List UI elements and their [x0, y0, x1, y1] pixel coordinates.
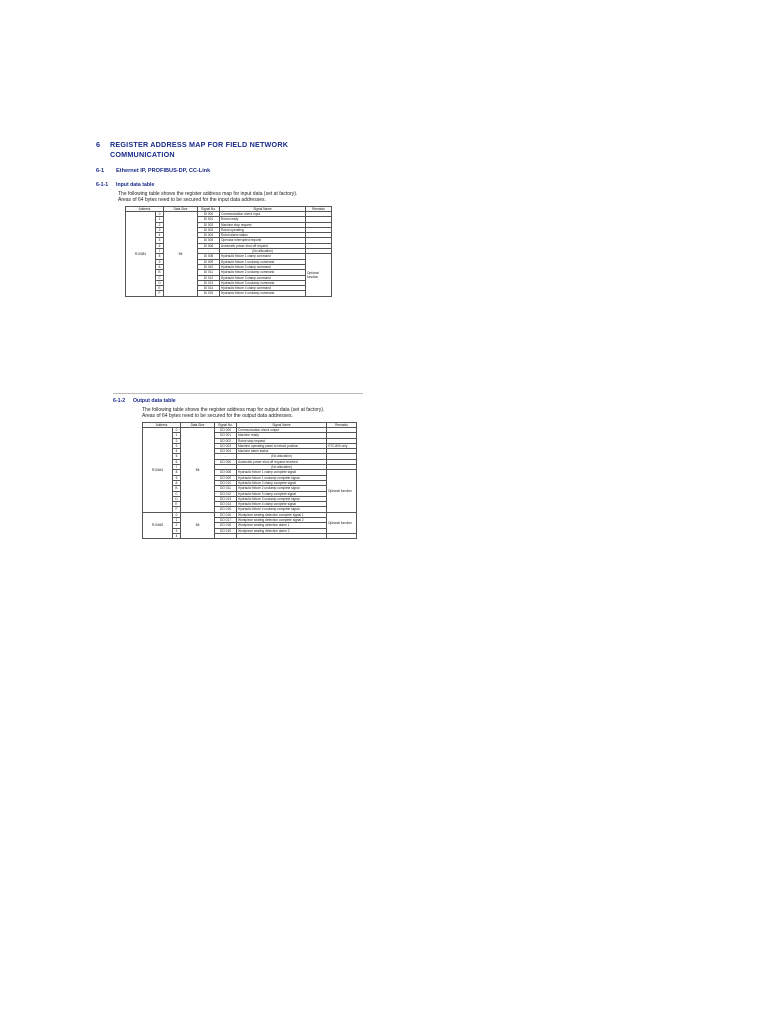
- signal-no-cell: DO 019: [215, 528, 237, 533]
- signal-name-cell: Workpiece seating detection alarm 1: [237, 523, 327, 528]
- bit-cell: 6: [156, 243, 164, 248]
- signal-name-cell: Machine ready: [237, 433, 327, 438]
- signal-no-cell: DI 015: [198, 291, 220, 296]
- bit-cell: 3: [173, 528, 181, 533]
- bit-cell: 5: [173, 454, 181, 459]
- signal-name-cell: Hydraulic fixture 3 unclamp command: [220, 280, 306, 285]
- signal-no-cell: DO 018: [215, 523, 237, 528]
- signal-no-cell: -: [215, 454, 237, 459]
- signal-name-cell: Hydraulic fixture 2 unclamp command: [220, 270, 306, 275]
- bit-cell: 2: [173, 523, 181, 528]
- signal-name-cell: Robot stop request: [237, 438, 327, 443]
- bit-cell: 1: [173, 518, 181, 523]
- input-table-number: 6-1-1: [96, 182, 109, 188]
- bit-cell: 3: [156, 227, 164, 232]
- signal-name-cell: Workpiece seating detection complete signal 2: [237, 518, 327, 523]
- signal-no-cell: DO 015: [215, 507, 237, 512]
- bit-cell: F: [173, 507, 181, 512]
- column-header-address: Address: [126, 206, 164, 211]
- input-data-table: [125, 206, 332, 297]
- signal-no-cell: DO 006: [215, 459, 237, 464]
- signal-no-cell: DI 013: [198, 280, 220, 285]
- signal-name-cell: Hydraulic fixture 4 unclamp command: [220, 291, 306, 296]
- data-size-cell: Bit: [181, 427, 215, 512]
- section-number: 6: [96, 140, 101, 149]
- signal-no-cell: DI 005: [198, 238, 220, 243]
- bit-cell: 8: [173, 470, 181, 475]
- bit-cell: 0: [156, 211, 164, 216]
- signal-no-cell: DO 000: [215, 427, 237, 432]
- column-header-signal-no: Signal No.: [215, 422, 237, 427]
- column-header-data-size: Data Size: [181, 422, 215, 427]
- signal-name-cell: Robot ready: [220, 217, 306, 222]
- bit-cell: 1: [156, 217, 164, 222]
- subsection-title: Ethernet IP, PROFIBUS-DP, CC-Link: [116, 168, 211, 174]
- bit-cell: 8: [156, 254, 164, 259]
- signal-name-cell: Hydraulic fixture 1 unclamp command: [220, 259, 306, 264]
- bit-cell: C: [156, 275, 164, 280]
- signal-no-cell: DI 002: [198, 222, 220, 227]
- remarks-cell: Optional function: [306, 254, 332, 296]
- signal-no-cell: -: [198, 249, 220, 254]
- bit-cell: 4: [173, 533, 181, 538]
- subsection-heading: [96, 168, 351, 175]
- bit-cell: 7: [156, 249, 164, 254]
- signal-name-cell: Machine stop request: [220, 222, 306, 227]
- signal-name-cell: Hydraulic fixture 3 clamp complete signal: [237, 491, 327, 496]
- table-row: [143, 533, 357, 538]
- bit-cell: 1: [173, 433, 181, 438]
- column-header-data-size: Data Size: [164, 206, 198, 211]
- bit-cell: D: [156, 280, 164, 285]
- signal-no-cell: [215, 533, 237, 538]
- signal-no-cell: DO 013: [215, 496, 237, 501]
- output-description-2: Areas of 64 bytes need to be secured for the output data addresses.: [142, 413, 293, 420]
- bit-cell: 7: [173, 465, 181, 470]
- bit-cell: 0: [173, 512, 181, 517]
- bit-cell: 0: [173, 427, 181, 432]
- signal-name-cell: Robot alarm status: [220, 233, 306, 238]
- input-page-fragment: [96, 140, 351, 328]
- signal-no-cell: DO 014: [215, 502, 237, 507]
- remarks-cell: Optional function: [327, 512, 357, 533]
- bit-cell: A: [156, 264, 164, 269]
- bit-cell: 4: [156, 233, 164, 238]
- column-header-signal-no: Signal No.: [198, 206, 220, 211]
- output-description-1: The following table shows the register address map for output data (set at factory).: [142, 406, 325, 413]
- column-header-address: Address: [143, 422, 181, 427]
- signal-no-cell: DI 006: [198, 243, 220, 248]
- address-cell: R10384: [126, 211, 156, 296]
- signal-name-cell: Hydraulic fixture 1 unclamp complete signal: [237, 475, 327, 480]
- signal-name-cell: Communication check output: [237, 427, 327, 432]
- subsection-number: 6-1: [96, 168, 105, 174]
- signal-name-cell: Hydraulic fixture 1 clamp command: [220, 254, 306, 259]
- section-heading: [96, 140, 351, 159]
- bit-cell: 2: [173, 438, 181, 443]
- signal-name-cell: Hydraulic fixture 3 unclamp complete signal: [237, 496, 327, 501]
- signal-name-cell: Automatic power shut-off request: [220, 243, 306, 248]
- signal-no-cell: DO 002: [215, 438, 237, 443]
- signal-no-cell: DI 000: [198, 211, 220, 216]
- bit-cell: 4: [173, 449, 181, 454]
- input-description-1: The following table shows the register address map for input data (set at factory).: [118, 190, 298, 197]
- signal-no-cell: DO 010: [215, 480, 237, 485]
- bit-cell: F: [156, 291, 164, 296]
- bit-cell: C: [173, 491, 181, 496]
- signal-name-cell: Hydraulic fixture 4 unclamp complete signal: [237, 507, 327, 512]
- signal-name-cell: Hydraulic fixture 2 clamp command: [220, 264, 306, 269]
- bit-cell: D: [173, 496, 181, 501]
- remarks-cell: VTC-800 only: [327, 443, 357, 448]
- input-description-2: Areas of 64 bytes need to be secured for the input data addresses.: [118, 197, 266, 204]
- section-title-line2: COMMUNICATION: [110, 149, 175, 159]
- data-size-cell: Bit: [181, 512, 215, 538]
- column-header-remarks: Remarks: [327, 422, 357, 427]
- signal-no-cell: DI 010: [198, 264, 220, 269]
- bit-cell: B: [156, 270, 164, 275]
- address-cell: R10464: [143, 427, 173, 512]
- bit-cell: 9: [156, 259, 164, 264]
- signal-no-cell: DI 009: [198, 259, 220, 264]
- bit-cell: 5: [156, 238, 164, 243]
- signal-name-cell: Hydraulic fixture 2 unclamp complete signal: [237, 486, 327, 491]
- output-table-title: Output data table: [133, 398, 176, 404]
- bit-cell: E: [156, 286, 164, 291]
- bit-cell: 6: [173, 459, 181, 464]
- output-table-heading: [113, 398, 363, 405]
- data-size-cell: Bit: [164, 211, 198, 296]
- remarks-cell: Optional function: [327, 470, 357, 512]
- signal-name-cell: (No allocation): [220, 249, 306, 254]
- signal-name-cell: Operator interrupted request: [220, 238, 306, 243]
- signal-no-cell: DO 003: [215, 443, 237, 448]
- column-header-signal-name: Signal Name: [237, 422, 327, 427]
- signal-name-cell: Workpiece seating detection complete signal 1: [237, 512, 327, 517]
- signal-no-cell: DO 009: [215, 475, 237, 480]
- signal-name-cell: Hydraulic fixture 1 clamp complete signal: [237, 470, 327, 475]
- signal-no-cell: -: [215, 465, 237, 470]
- signal-name-cell: (No allocation): [237, 454, 327, 459]
- signal-name-cell: Robot operating: [220, 227, 306, 232]
- output-table-number: 6-1-2: [113, 398, 126, 404]
- signal-no-cell: DI 011: [198, 270, 220, 275]
- bit-cell: A: [173, 480, 181, 485]
- signal-no-cell: DO 008: [215, 470, 237, 475]
- signal-no-cell: DO 011: [215, 486, 237, 491]
- signal-name-cell: Hydraulic fixture 3 clamp command: [220, 275, 306, 280]
- output-data-table: [142, 422, 357, 540]
- table-row: [126, 291, 332, 296]
- signal-no-cell: DI 014: [198, 286, 220, 291]
- output-page-fragment: [113, 393, 363, 580]
- input-table-title: Input data table: [116, 182, 155, 188]
- bit-cell: 9: [173, 475, 181, 480]
- signal-name-cell: Machine operating panel at retract position: [237, 443, 327, 448]
- signal-no-cell: DI 008: [198, 254, 220, 259]
- bit-cell: E: [173, 502, 181, 507]
- signal-name-cell: (No allocation): [237, 465, 327, 470]
- signal-name-cell: Workpiece seating detection alarm 2: [237, 528, 327, 533]
- signal-name-cell: Automatic power shut-off request received: [237, 459, 327, 464]
- signal-no-cell: DO 001: [215, 433, 237, 438]
- signal-name-cell: Hydraulic fixture 4 clamp complete signal: [237, 502, 327, 507]
- signal-no-cell: DO 004: [215, 449, 237, 454]
- signal-no-cell: DI 012: [198, 275, 220, 280]
- signal-name-cell: Hydraulic fixture 4 clamp command: [220, 286, 306, 291]
- remarks-cell: [327, 533, 357, 538]
- section-title-line1: REGISTER ADDRESS MAP FOR FIELD NETWORK: [110, 140, 289, 149]
- signal-name-cell: Machine alarm status: [237, 449, 327, 454]
- signal-name-cell: [237, 533, 327, 538]
- signal-name-cell: Hydraulic fixture 2 clamp complete signal: [237, 480, 327, 485]
- signal-no-cell: DI 001: [198, 217, 220, 222]
- address-cell: R10465: [143, 512, 173, 538]
- signal-name-cell: Communication check input: [220, 211, 306, 216]
- input-table-heading: [96, 182, 351, 189]
- signal-no-cell: DI 004: [198, 233, 220, 238]
- column-header-signal-name: Signal Name: [220, 206, 306, 211]
- signal-no-cell: DI 003: [198, 227, 220, 232]
- signal-no-cell: DO 012: [215, 491, 237, 496]
- bit-cell: B: [173, 486, 181, 491]
- bit-cell: 2: [156, 222, 164, 227]
- signal-no-cell: DO 016: [215, 512, 237, 517]
- column-header-remarks: Remarks: [306, 206, 332, 211]
- signal-no-cell: DO 017: [215, 518, 237, 523]
- bit-cell: 3: [173, 443, 181, 448]
